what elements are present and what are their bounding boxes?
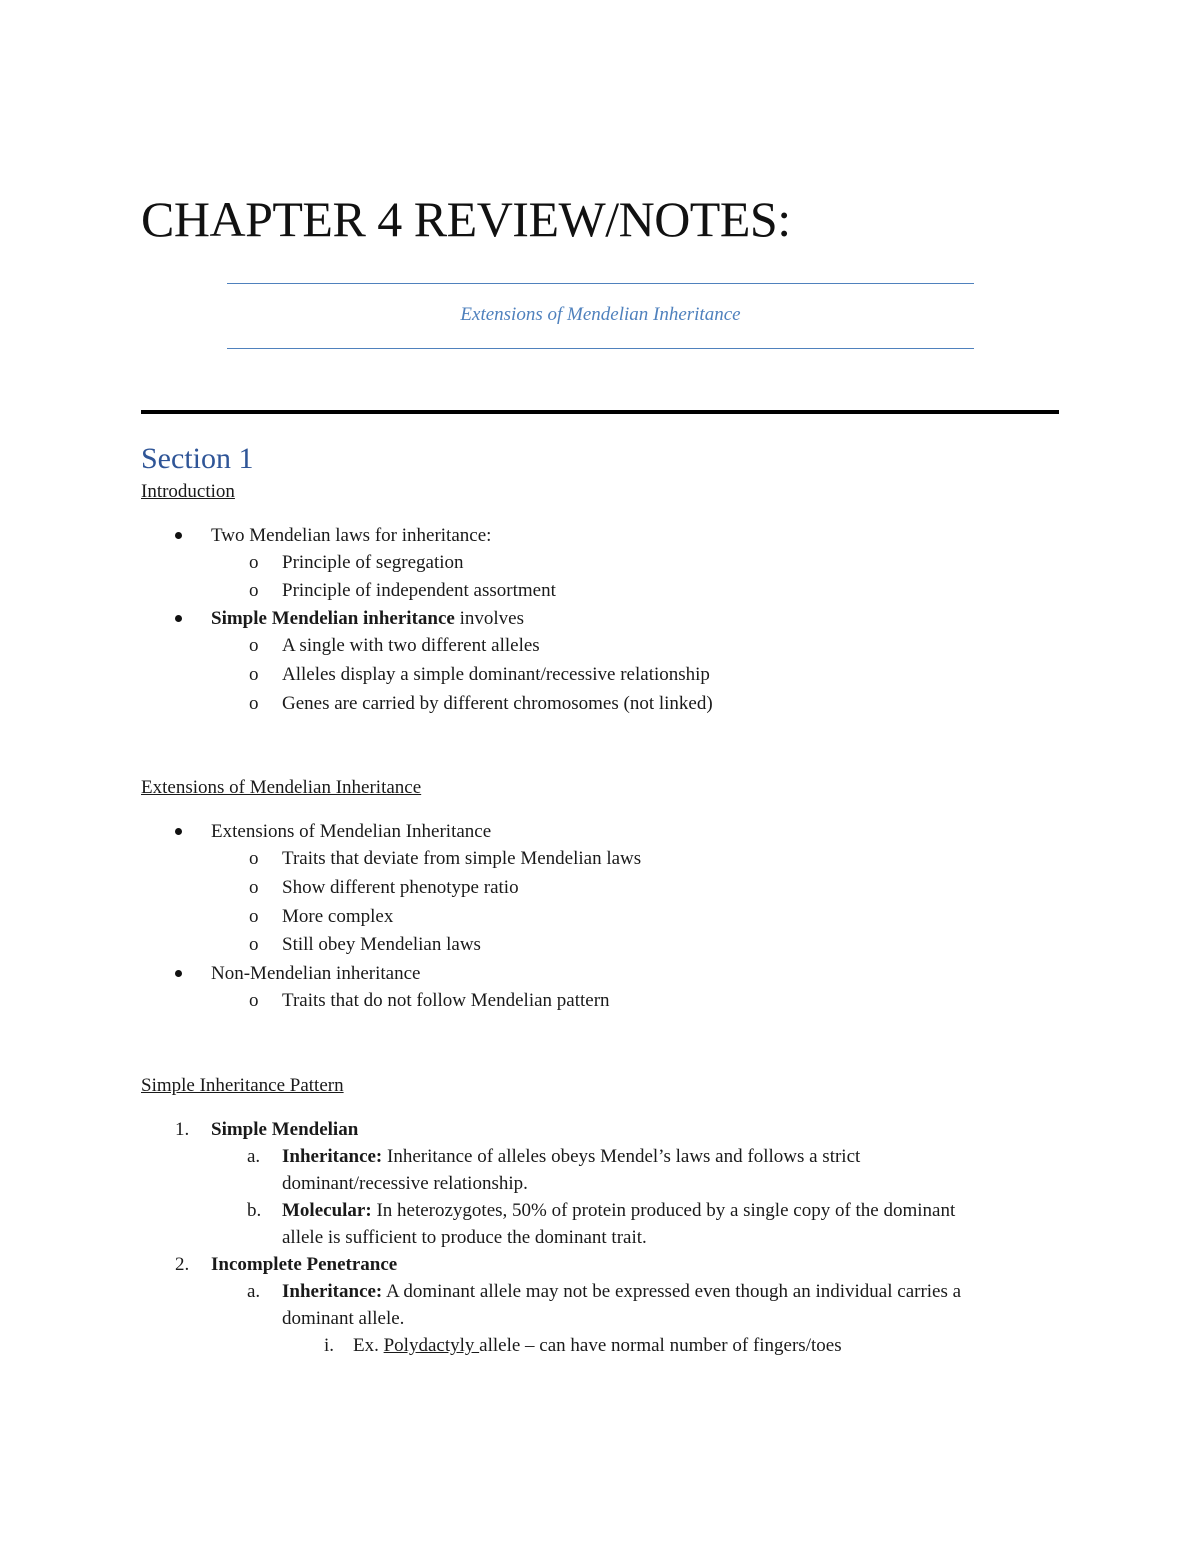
list-item-continuation: allele is sufficient to produce the dominant trait.: [282, 1227, 647, 1248]
list-item-text: Ex.: [353, 1335, 384, 1356]
list-item: [282, 1278, 961, 1305]
list-item: Genes are carried by different chromosomes (not linked): [282, 693, 713, 714]
list-item: A single with two different alleles: [282, 635, 540, 656]
list-roman: i.: [324, 1335, 335, 1356]
list-letter: a.: [247, 1281, 261, 1302]
list-item-text: Inheritance of alleles obeys Mendel’s laws and follows a strict: [382, 1146, 861, 1167]
bullet-icon: [175, 532, 182, 539]
document-title: CHAPTER 4 REVIEW/NOTES:: [141, 191, 791, 247]
bullet-icon: [175, 615, 182, 622]
sub-bullet-marker: o: [249, 635, 259, 656]
sub-bullet-marker: o: [249, 906, 259, 927]
list-item: [211, 605, 524, 632]
extensions-heading: Extensions of Mendelian Inheritance: [141, 777, 422, 798]
list-letter: b.: [247, 1200, 262, 1221]
list-item-continuation: dominant allele.: [282, 1308, 405, 1329]
list-item-text: In heterozygotes, 50% of protein produced by a single copy of the dominant: [371, 1200, 956, 1221]
list-item: [282, 1197, 955, 1224]
list-number: 2.: [175, 1254, 190, 1275]
list-item: [353, 1332, 842, 1359]
bullet-icon: [175, 970, 182, 977]
subtitle-bottom-rule: [227, 348, 974, 349]
list-item-text: involves: [454, 608, 524, 629]
underlined-term: Polydactyly: [383, 1335, 480, 1356]
section-divider: [141, 410, 1059, 414]
bullet-icon: [175, 828, 182, 835]
list-item: Extensions of Mendelian Inheritance: [211, 821, 492, 842]
list-item: Simple Mendelian: [211, 1119, 359, 1140]
list-letter: a.: [247, 1146, 261, 1167]
list-number: 1.: [175, 1119, 190, 1140]
bold-term: Inheritance:: [282, 1146, 383, 1167]
bold-term: Simple Mendelian inheritance: [211, 608, 455, 629]
list-item: Traits that deviate from simple Mendelian laws: [282, 848, 642, 869]
sub-bullet-marker: o: [249, 664, 259, 685]
list-item: Principle of independent assortment: [282, 580, 556, 601]
list-item: Incomplete Penetrance: [211, 1254, 398, 1275]
sub-bullet-marker: o: [249, 848, 259, 869]
list-item: Two Mendelian laws for inheritance:: [211, 525, 492, 546]
list-item: Non-Mendelian inheritance: [211, 963, 421, 984]
section-heading: Section 1: [141, 442, 254, 475]
sub-bullet-marker: o: [249, 990, 259, 1011]
list-item: Principle of segregation: [282, 552, 464, 573]
list-item: More complex: [282, 906, 394, 927]
sub-bullet-marker: o: [249, 552, 259, 573]
list-item: Still obey Mendelian laws: [282, 934, 481, 955]
introduction-heading: Introduction: [141, 481, 235, 502]
sub-bullet-marker: o: [249, 934, 259, 955]
bold-term: Molecular:: [282, 1200, 372, 1221]
list-item-text: A dominant allele may not be expressed even though an individual carries a: [382, 1281, 962, 1302]
list-item-continuation: dominant/recessive relationship.: [282, 1173, 528, 1194]
sub-bullet-marker: o: [249, 693, 259, 714]
list-item-text: allele – can have normal number of fingers/toes: [479, 1335, 842, 1356]
sub-bullet-marker: o: [249, 877, 259, 898]
list-item: [282, 1143, 860, 1170]
bold-term: Inheritance:: [282, 1281, 383, 1302]
subtitle-top-rule: [227, 283, 974, 284]
list-item: Show different phenotype ratio: [282, 877, 519, 898]
simple-pattern-heading: Simple Inheritance Pattern: [141, 1075, 344, 1096]
list-item: Traits that do not follow Mendelian pattern: [282, 990, 610, 1011]
sub-bullet-marker: o: [249, 580, 259, 601]
list-item: Alleles display a simple dominant/recessive relationship: [282, 664, 710, 685]
document-subtitle: Extensions of Mendelian Inheritance: [460, 304, 741, 325]
